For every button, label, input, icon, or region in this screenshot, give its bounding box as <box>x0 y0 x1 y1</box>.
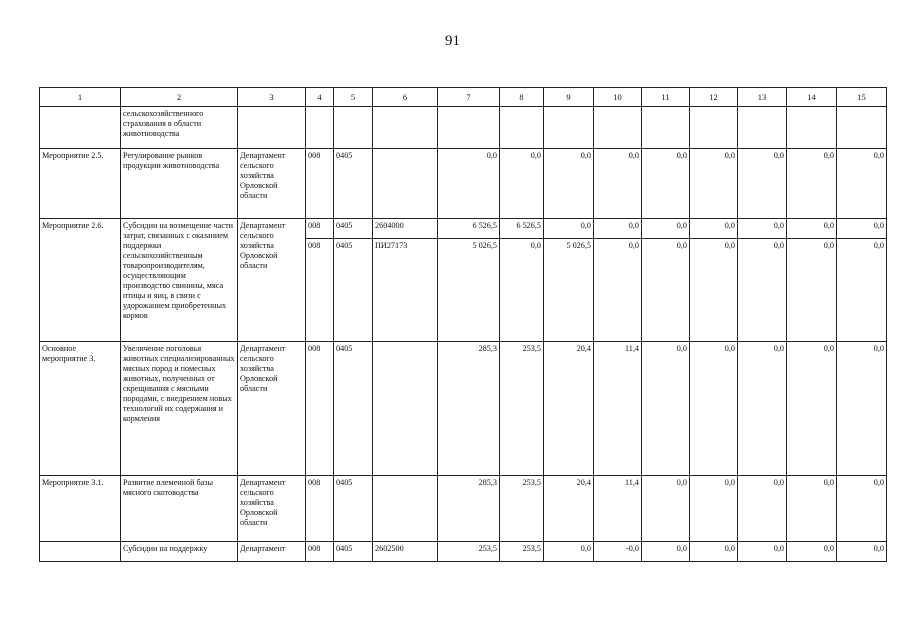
value-cell: 0,0 <box>642 149 690 219</box>
value-cell: 0,0 <box>787 219 837 239</box>
value-cell: 0,0 <box>544 542 594 562</box>
header-cell: 7 <box>438 88 500 107</box>
header-cell: 15 <box>837 88 887 107</box>
executor: Департамент сельского хозяйства Орловской области <box>238 149 306 219</box>
value-cell: 253,5 <box>500 342 544 476</box>
code-target: 2604000 <box>373 219 438 239</box>
value-cell <box>544 107 594 149</box>
event-description: Увеличение поголовья животных специализированных мясных пород и помесных животных, полученных от скрещивания с мясными породами, с внедрением новых технологий их содержания и кормления <box>121 342 238 476</box>
event-label <box>40 107 121 149</box>
event-label <box>40 542 121 562</box>
header-cell: 2 <box>121 88 238 107</box>
executor: Департамент сельского хозяйства Орловской области <box>238 219 306 342</box>
value-cell: 0,0 <box>690 239 738 342</box>
value-cell <box>837 107 887 149</box>
value-cell: 0,0 <box>642 476 690 542</box>
value-cell: 0,0 <box>837 149 887 219</box>
code-target <box>373 149 438 219</box>
value-cell: 0,0 <box>500 239 544 342</box>
event-description: Развитие племенной базы мясного скотоводства <box>121 476 238 542</box>
executor: Департамент сельского хозяйства Орловской области <box>238 476 306 542</box>
value-cell: 0,0 <box>787 239 837 342</box>
event-description: Регулирование рынков продукции животноводства <box>121 149 238 219</box>
value-cell: 0,0 <box>837 342 887 476</box>
value-cell: 0,0 <box>738 542 787 562</box>
code-grbs: 008 <box>306 542 334 562</box>
value-cell: 0,0 <box>690 149 738 219</box>
code-grbs: 008 <box>306 476 334 542</box>
code-section: 0405 <box>334 476 373 542</box>
value-cell: 5 026,5 <box>544 239 594 342</box>
header-cell: 8 <box>500 88 544 107</box>
value-cell: 0,0 <box>690 476 738 542</box>
value-cell: 20,4 <box>544 342 594 476</box>
value-cell: 0,0 <box>787 476 837 542</box>
code-target <box>373 476 438 542</box>
event-label: Мероприятие 3.1. <box>40 476 121 542</box>
value-cell: 0,0 <box>500 149 544 219</box>
value-cell: 0,0 <box>594 219 642 239</box>
value-cell <box>738 107 787 149</box>
value-cell <box>690 107 738 149</box>
value-cell: 0,0 <box>837 476 887 542</box>
value-cell: 253,5 <box>500 542 544 562</box>
event-label: Мероприятие 2.5. <box>40 149 121 219</box>
executor <box>238 107 306 149</box>
value-cell: 0,0 <box>787 149 837 219</box>
value-cell <box>438 107 500 149</box>
value-cell: 0,0 <box>642 542 690 562</box>
code-section: 0405 <box>334 542 373 562</box>
value-cell <box>787 107 837 149</box>
value-cell <box>594 107 642 149</box>
value-cell: 0,0 <box>837 219 887 239</box>
code-section: 0405 <box>334 219 373 239</box>
event-description: Субсидии на поддержку <box>121 542 238 562</box>
value-cell: 0,0 <box>787 342 837 476</box>
code-section <box>334 107 373 149</box>
value-cell <box>500 107 544 149</box>
budget-table <box>39 87 887 562</box>
value-cell: 20,4 <box>544 476 594 542</box>
value-cell: 6 526,5 <box>500 219 544 239</box>
code-section: 0405 <box>334 239 373 342</box>
value-cell: 0,0 <box>544 149 594 219</box>
code-section: 0405 <box>334 149 373 219</box>
value-cell: 11,4 <box>594 476 642 542</box>
header-cell: 4 <box>306 88 334 107</box>
table-row <box>40 342 887 476</box>
header-cell: 1 <box>40 88 121 107</box>
code-target <box>373 342 438 476</box>
value-cell: 0,0 <box>738 342 787 476</box>
value-cell: 0,0 <box>690 219 738 239</box>
value-cell: 6 526,5 <box>438 219 500 239</box>
value-cell: 0,0 <box>787 542 837 562</box>
header-cell: 5 <box>334 88 373 107</box>
code-grbs: 008 <box>306 239 334 342</box>
event-label: Основное мероприятие 3. <box>40 342 121 476</box>
header-cell: 3 <box>238 88 306 107</box>
value-cell: 0,0 <box>642 239 690 342</box>
value-cell: 285,3 <box>438 476 500 542</box>
value-cell: -0,0 <box>594 542 642 562</box>
code-grbs: 008 <box>306 342 334 476</box>
value-cell: 0,0 <box>690 342 738 476</box>
header-cell: 6 <box>373 88 438 107</box>
code-section: 0405 <box>334 342 373 476</box>
value-cell: 0,0 <box>738 149 787 219</box>
table-row <box>40 107 887 149</box>
executor: Департамент <box>238 542 306 562</box>
page-number: 91 <box>445 33 460 49</box>
value-cell: 11,4 <box>594 342 642 476</box>
value-cell <box>642 107 690 149</box>
table-row <box>40 542 887 562</box>
code-target: 2602500 <box>373 542 438 562</box>
value-cell: 0,0 <box>642 342 690 476</box>
value-cell: 253,5 <box>500 476 544 542</box>
value-cell: 0,0 <box>438 149 500 219</box>
value-cell: 0,0 <box>642 219 690 239</box>
header-row <box>40 88 887 107</box>
code-grbs: 008 <box>306 219 334 239</box>
table-row <box>40 476 887 542</box>
code-grbs <box>306 107 334 149</box>
code-target: ПИ27173 <box>373 239 438 342</box>
value-cell: 0,0 <box>544 219 594 239</box>
header-cell: 9 <box>544 88 594 107</box>
value-cell: 0,0 <box>594 149 642 219</box>
executor: Департамент сельского хозяйства Орловской области <box>238 342 306 476</box>
value-cell: 253,5 <box>438 542 500 562</box>
event-description: Субсидии на возмещение части затрат, связанных с оказанием поддержки сельскохозяйственным товаропроизводителям, осуществляющим производство свинины, мяса птицы и яиц, в связи с удорожанием приобретенных кормов <box>121 219 238 342</box>
value-cell: 0,0 <box>837 542 887 562</box>
value-cell: 0,0 <box>594 239 642 342</box>
table-row <box>40 149 887 219</box>
header-cell: 13 <box>738 88 787 107</box>
code-target <box>373 107 438 149</box>
event-description: сельскохозяйственного страхования в области животноводства <box>121 107 238 149</box>
header-cell: 12 <box>690 88 738 107</box>
value-cell: 5 026,5 <box>438 239 500 342</box>
header-cell: 11 <box>642 88 690 107</box>
value-cell: 285,3 <box>438 342 500 476</box>
header-cell: 10 <box>594 88 642 107</box>
code-grbs: 008 <box>306 149 334 219</box>
event-label: Мероприятие 2.6. <box>40 219 121 342</box>
table-row <box>40 219 887 239</box>
value-cell: 0,0 <box>738 476 787 542</box>
header-cell: 14 <box>787 88 837 107</box>
value-cell: 0,0 <box>738 239 787 342</box>
value-cell: 0,0 <box>837 239 887 342</box>
value-cell: 0,0 <box>738 219 787 239</box>
value-cell: 0,0 <box>690 542 738 562</box>
